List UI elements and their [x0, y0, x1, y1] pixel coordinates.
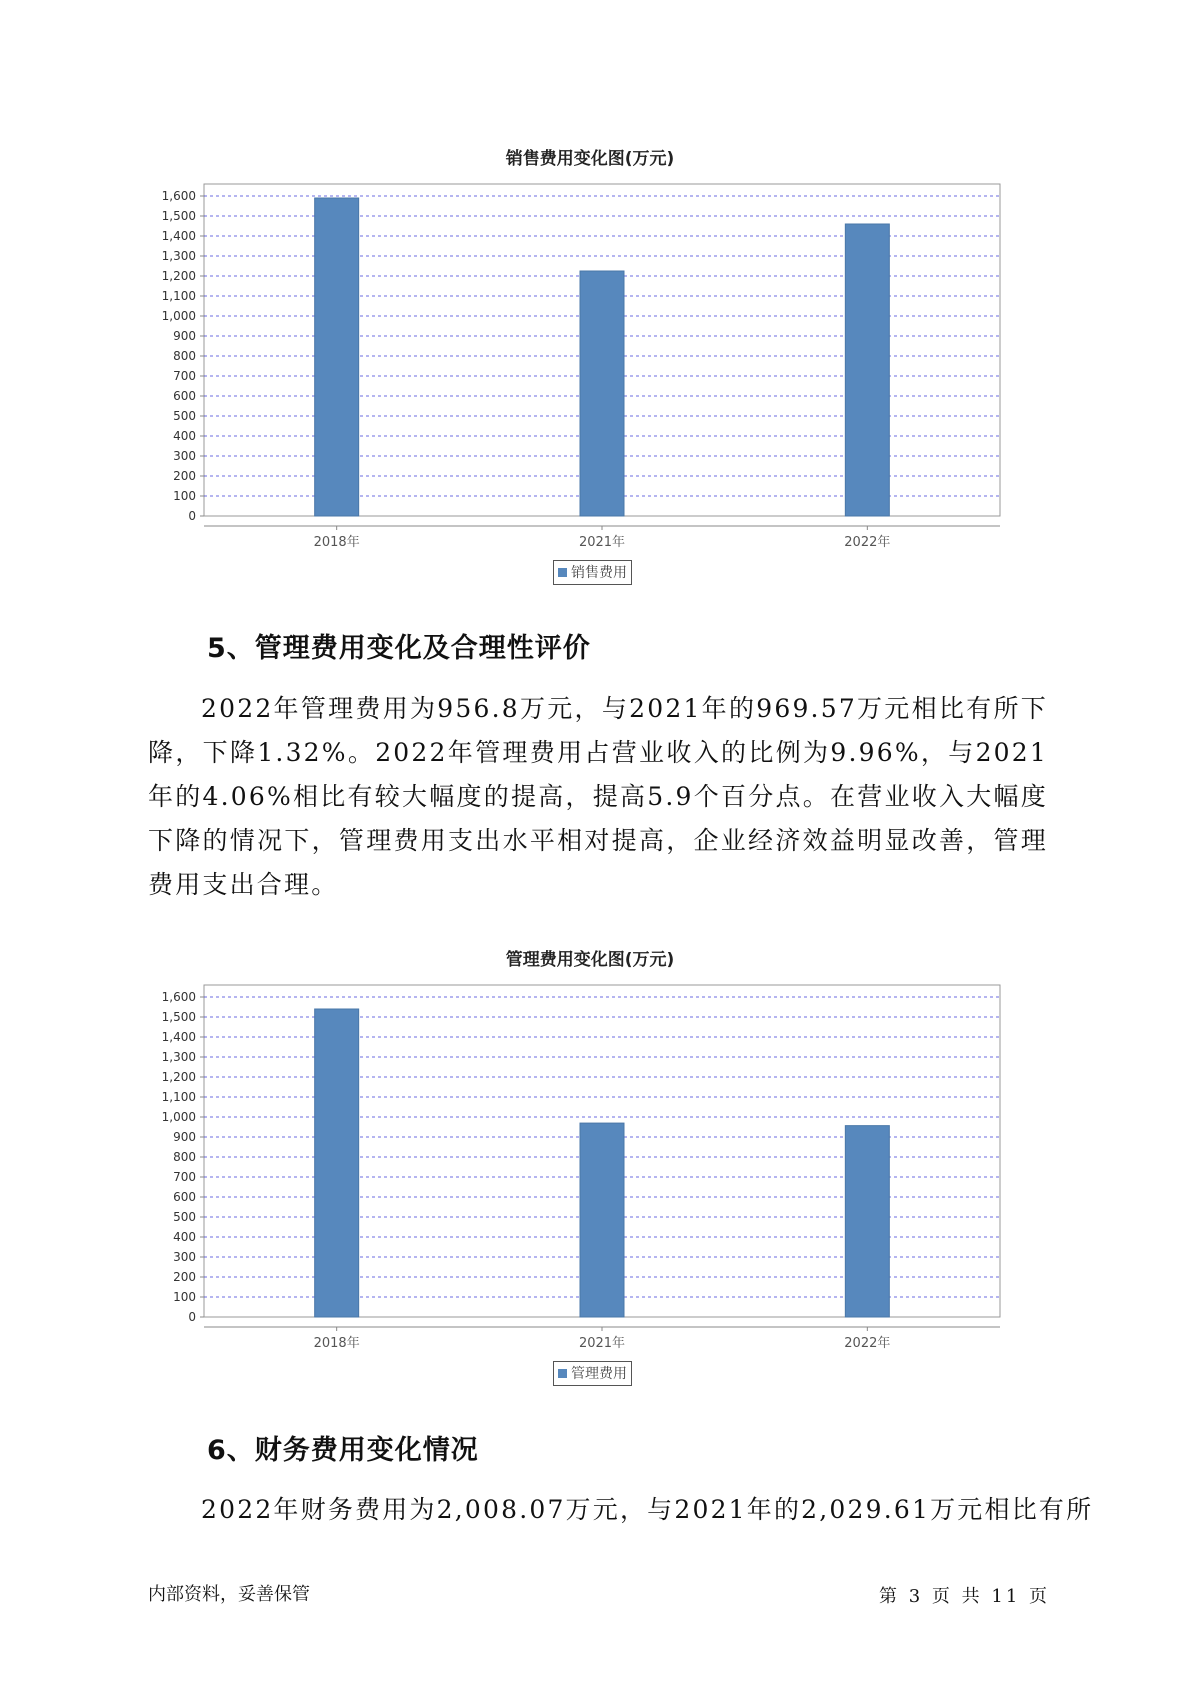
y-tick-label: 400: [173, 429, 196, 443]
chart-legend: [553, 560, 632, 585]
y-tick-label: 1,600: [161, 189, 196, 203]
chart-plot: [160, 977, 1020, 1377]
y-tick-label: 200: [173, 1270, 196, 1284]
y-tick-label: 700: [173, 1170, 196, 1184]
legend-label: 管理费用: [571, 1366, 627, 1382]
y-tick-label: 1,300: [161, 249, 196, 263]
y-tick-label: 600: [173, 1190, 196, 1204]
y-tick-label: 200: [173, 469, 196, 483]
chart-legend: [553, 1361, 632, 1386]
y-tick-label: 300: [173, 1250, 196, 1264]
x-tick-label: 2022年: [844, 535, 891, 550]
admin-expense-chart: [160, 941, 1020, 1381]
section-heading: 5、管理费用变化及合理性评价: [207, 633, 591, 664]
bar: [580, 1123, 624, 1317]
legend-swatch: [558, 1369, 567, 1378]
y-tick-label: 1,000: [161, 309, 196, 323]
x-tick-label: 2018年: [313, 1336, 360, 1351]
body-paragraph: [148, 687, 1048, 907]
y-tick-label: 1,400: [161, 1030, 196, 1044]
bar: [845, 1126, 889, 1317]
y-tick-label: 1,200: [161, 1070, 196, 1084]
x-tick-label: 2021年: [578, 535, 626, 550]
y-tick-label: 900: [173, 1130, 196, 1144]
y-tick-label: 1,300: [161, 1050, 196, 1064]
bar: [845, 224, 889, 516]
y-tick-label: 1,500: [161, 209, 196, 223]
y-tick-label: 1,400: [161, 229, 196, 243]
y-tick-label: 1,200: [161, 269, 196, 283]
y-tick-label: 1,600: [161, 990, 196, 1004]
body-paragraph: [148, 1488, 1094, 1532]
x-tick-label: 2018年: [313, 535, 360, 550]
y-tick-label: 300: [173, 449, 196, 463]
y-tick-label: 0: [188, 509, 196, 523]
paragraph-text: 2022年财务费用为2,008.07万元，与2021年的2,029.61万元相比有所: [201, 1495, 1094, 1524]
footer-confidential: 内部资料，妥善保管: [148, 1584, 310, 1605]
y-tick-label: 100: [173, 489, 196, 503]
legend-swatch: [558, 568, 567, 577]
y-tick-label: 500: [173, 1210, 196, 1224]
y-tick-label: 1,100: [161, 289, 196, 303]
y-tick-label: 600: [173, 389, 196, 403]
bar: [315, 1009, 359, 1317]
y-tick-label: 800: [173, 349, 196, 363]
y-tick-label: 0: [188, 1310, 196, 1324]
footer-page-number: 第 3 页 共 11 页: [879, 1586, 1050, 1607]
chart-title: 销售费用变化图(万元): [505, 149, 675, 169]
section-heading: 6、财务费用变化情况: [207, 1435, 479, 1466]
sales-expense-chart: [160, 140, 1020, 580]
x-tick-label: 2022年: [844, 1336, 891, 1351]
y-tick-label: 1,100: [161, 1090, 196, 1104]
legend-label: 销售费用: [571, 565, 627, 581]
y-tick-label: 1,500: [161, 1010, 196, 1024]
chart-title: 管理费用变化图(万元): [505, 950, 675, 970]
bar: [315, 198, 359, 516]
y-tick-label: 500: [173, 409, 196, 423]
bar: [580, 271, 624, 516]
paragraph-text: 2022年管理费用为956.8万元，与2021年的969.57万元相比有所下降，下降1.32%。2022年管理费用占营业收入的比例为9.96%，与2021年的4.06%相比有较大幅度的提高，提高5.9个百分点。在营业收入大幅度下降的情况下，管理费用支出水平相对提高，企业经济效益明显改善，管理费用支出合理。: [148, 694, 1048, 899]
y-tick-label: 1,000: [161, 1110, 196, 1124]
y-tick-label: 900: [173, 329, 196, 343]
y-tick-label: 100: [173, 1290, 196, 1304]
x-tick-label: 2021年: [578, 1336, 626, 1351]
chart-plot: [160, 176, 1020, 576]
y-tick-label: 400: [173, 1230, 196, 1244]
y-tick-label: 800: [173, 1150, 196, 1164]
y-tick-label: 700: [173, 369, 196, 383]
